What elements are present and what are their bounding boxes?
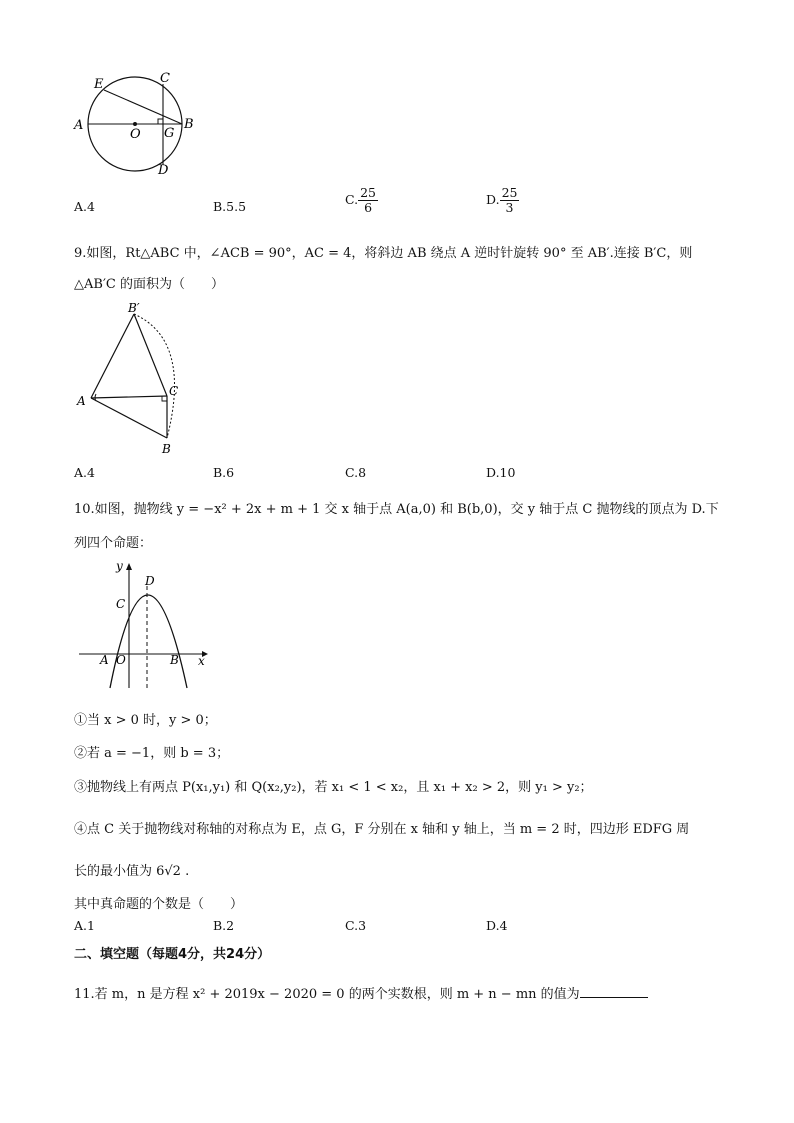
- q9-option-d: D.10: [486, 465, 516, 480]
- q9-label-a: A: [77, 394, 86, 408]
- q8-option-d-label: D.: [486, 191, 500, 207]
- q9-triangle-figure: [74, 300, 194, 460]
- q9-segment-ac: [91, 396, 167, 398]
- q11-text: 11.若 m，n 是方程 x² + 2019x − 2020 = 0 的两个实数根，则 m + n − mn 的值为: [74, 987, 580, 1002]
- q10-prop-4-line1: ④点 C 关于抛物线对称轴的对称点为 E，点 G，F 分别在 x 轴和 y 轴上，当 m = 2 时，四边形 EDFG 周: [74, 822, 690, 837]
- q10-option-c: C.3: [345, 918, 367, 933]
- q8-label-a: A: [74, 118, 84, 133]
- q8-option-c-num: 25: [360, 185, 376, 200]
- q8-label-c: C: [160, 71, 170, 86]
- q11-line: [74, 983, 648, 1002]
- q10-label-c: C: [116, 597, 126, 611]
- q9-label-b-prime: B′: [128, 301, 140, 315]
- q10-stem-line2: 列四个命题：: [74, 536, 153, 551]
- q9-stem-line2: △AB′C 的面积为（ ）: [74, 277, 224, 292]
- q10-prop-3: ③抛物线上有两点 P(x₁,y₁) 和 Q(x₂,y₂)，若 x₁ < 1 < x₂，且 x₁ + x₂ > 2，则 y₁ > y₂；: [74, 780, 593, 795]
- q9-stem-line1: 9.如图，Rt△ABC 中，∠ACB = 90°，AC = 4，将斜边 AB 绕点 A 逆时针旋转 90° 至 AB′.连接 B′C，则: [74, 246, 693, 261]
- q8-label-g: G: [164, 126, 175, 141]
- q10-label-b: B: [170, 653, 179, 667]
- q9-right-angle-mark: [162, 396, 167, 401]
- q9-option-a: A.4: [74, 465, 95, 480]
- q9-segment-ab-prime: [91, 314, 134, 398]
- q8-option-a: A.4: [74, 199, 95, 214]
- q10-parabola-figure: [74, 558, 219, 693]
- q10-question: 其中真命题的个数是（ ）: [74, 897, 244, 912]
- q8-chord-eb: [104, 90, 182, 124]
- q10-label-y: y: [116, 559, 123, 573]
- q9-rotation-arc: [134, 314, 175, 438]
- q9-option-b: B.6: [213, 465, 235, 480]
- q8-option-c-label: C.: [345, 191, 359, 207]
- q10-label-o: O: [116, 653, 126, 667]
- q8-option-d-num: 25: [501, 185, 518, 200]
- q8-option-c: [345, 186, 378, 215]
- q9-segment-ab: [91, 398, 167, 438]
- q9-label-c: C: [169, 384, 179, 398]
- q10-option-a: A.1: [74, 918, 95, 933]
- q9-label-b: B: [162, 442, 171, 456]
- q8-label-o: O: [130, 127, 141, 142]
- q8-label-e: E: [94, 77, 104, 92]
- q10-prop-2: ②若 a = −1，则 b = 3；: [74, 746, 230, 761]
- q10-y-axis-arrow: [126, 563, 132, 570]
- q8-option-d: [486, 186, 519, 215]
- q10-label-d: D: [145, 574, 155, 588]
- q8-option-b: B.5.5: [213, 199, 247, 214]
- q10-label-a: A: [100, 653, 109, 667]
- q10-option-d: D.4: [486, 918, 508, 933]
- q10-stem-line1: 10.如图，抛物线 y = −x² + 2x + m + 1 交 x 轴于点 A(a,0) 和 B(b,0)，交 y 轴于点 C 抛物线的顶点为 D.下: [74, 502, 719, 517]
- q8-label-b: B: [184, 117, 194, 132]
- q8-option-c-fraction: [358, 186, 378, 215]
- q10-label-x: x: [198, 654, 205, 668]
- q9-segment-b-prime-c: [134, 314, 167, 396]
- q8-circle-figure: [70, 66, 210, 181]
- q11-answer-blank[interactable]: [580, 985, 648, 998]
- q9-option-c: C.8: [345, 465, 367, 480]
- q8-right-angle-mark: [158, 119, 163, 124]
- q10-option-b: B.2: [213, 918, 235, 933]
- q10-prop-4-line2: 长的最小值为 6√2 .: [74, 864, 190, 879]
- q10-prop-1: ①当 x > 0 时，y > 0；: [74, 713, 217, 728]
- q8-option-d-den: 3: [505, 199, 514, 215]
- q8-option-d-fraction: [500, 186, 520, 215]
- q8-label-d: D: [158, 163, 169, 178]
- q8-option-c-den: 6: [364, 199, 373, 215]
- q8-center-dot: [133, 122, 137, 126]
- section-2-heading: 二、填空题（每题4分，共24分）: [74, 947, 271, 962]
